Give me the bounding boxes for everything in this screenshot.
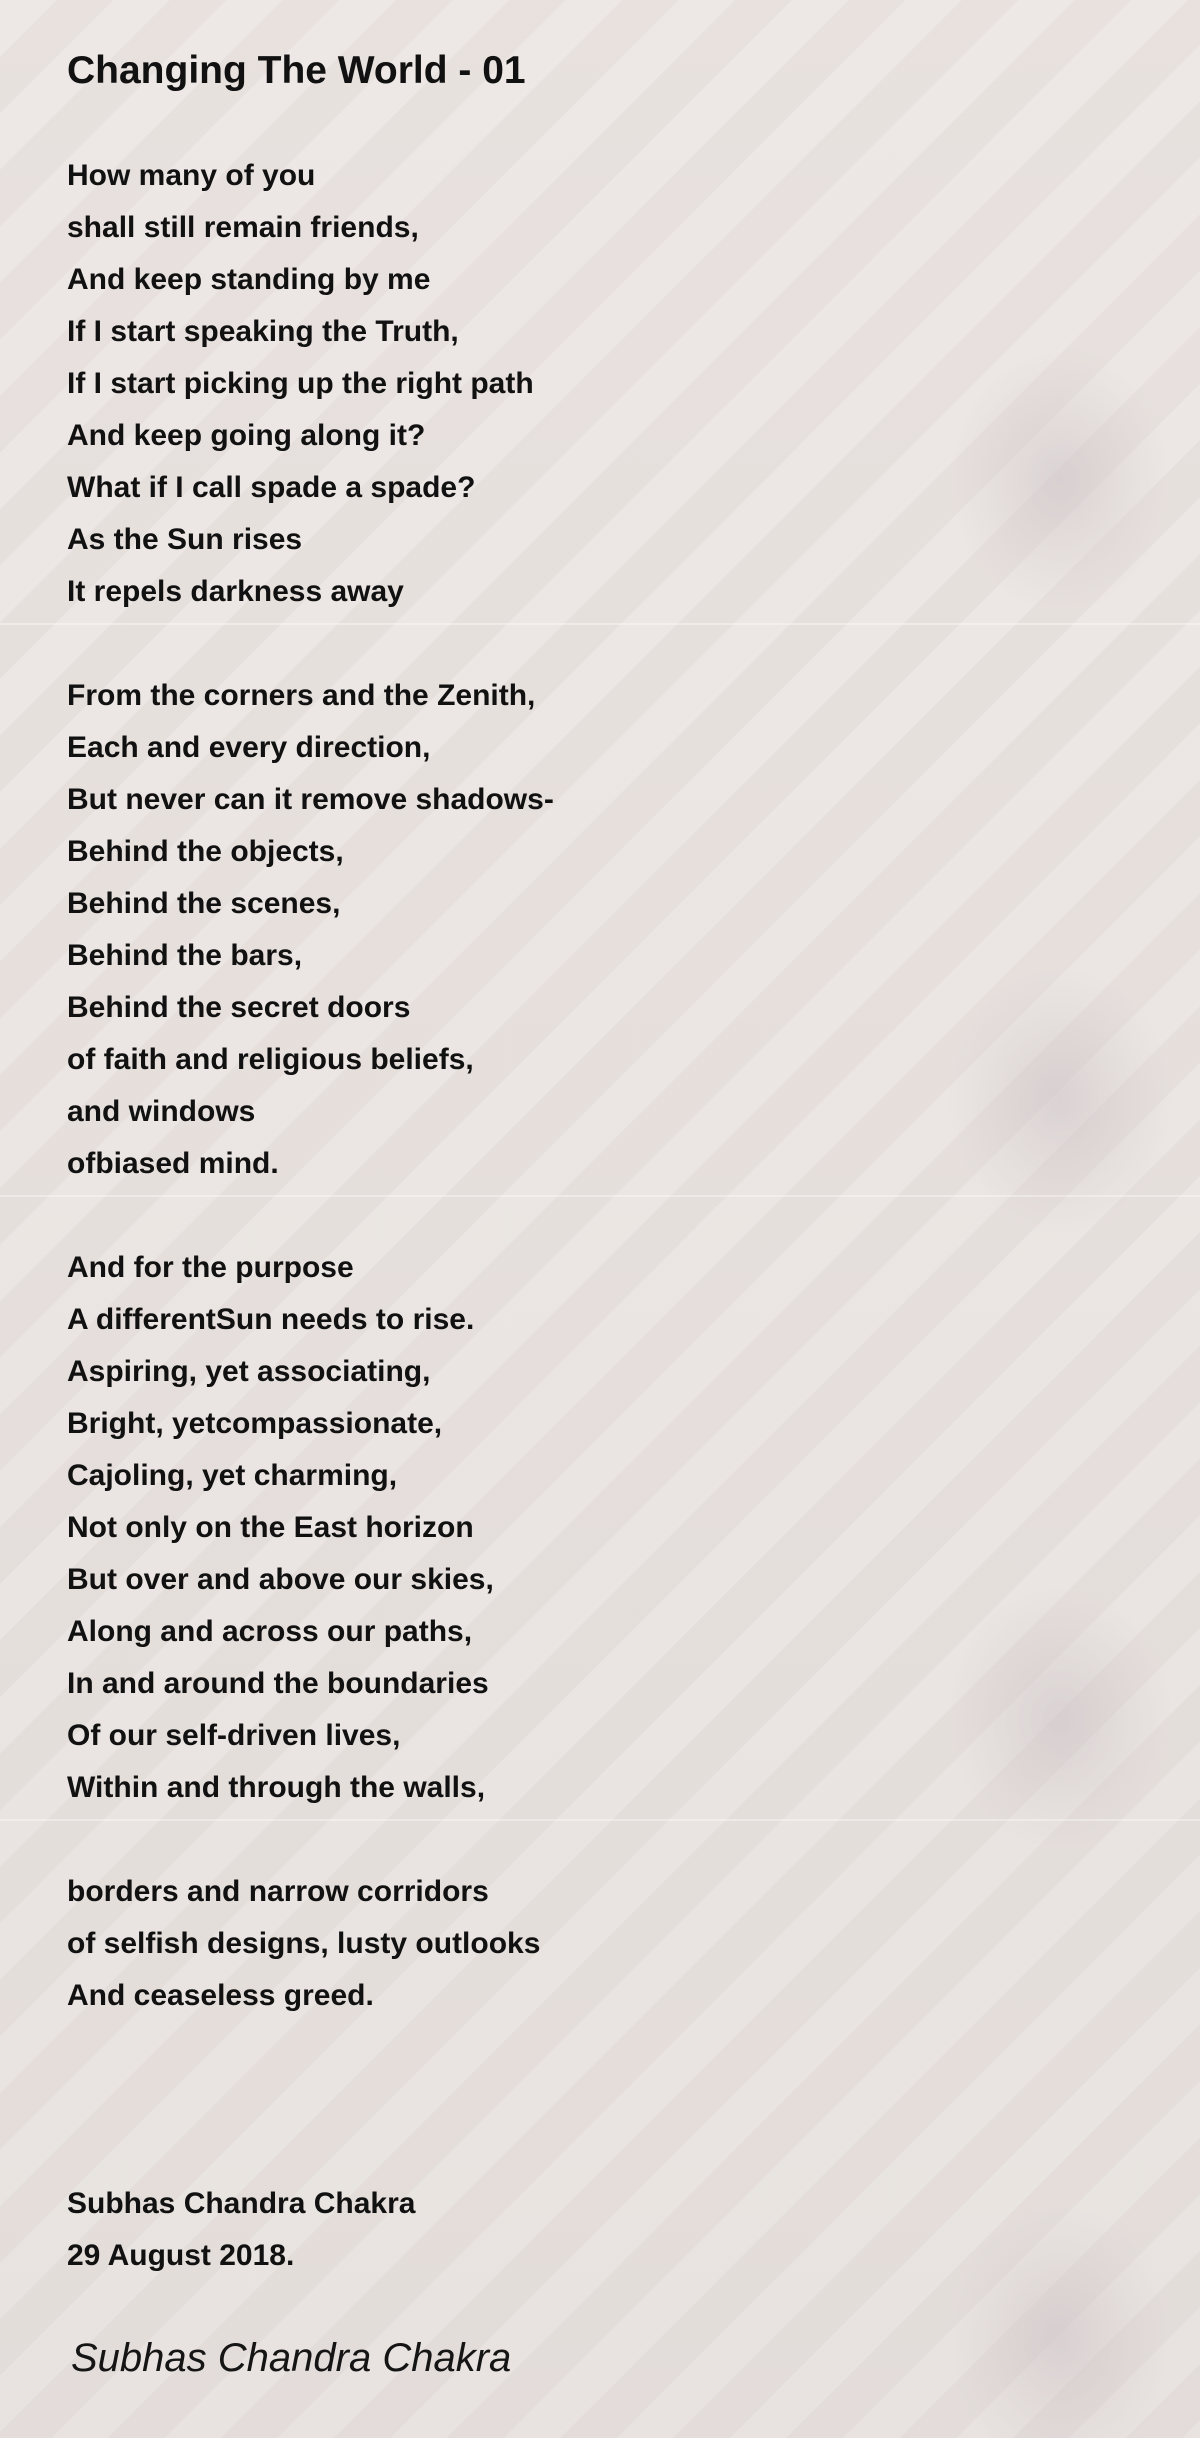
- poem-line: If I start speaking the Truth,: [67, 315, 459, 348]
- poem-body: [67, 150, 554, 2282]
- poem-line: Aspiring, yet associating,: [67, 1355, 431, 1388]
- poem-line: And for the purpose: [67, 1251, 354, 1284]
- poem-line: As the Sun rises: [67, 523, 303, 556]
- poem-line: Bright, yetcompassionate,: [67, 1407, 443, 1440]
- poem-title: Changing The World - 01: [67, 49, 526, 92]
- poem-line: ofbiased mind.: [67, 1147, 279, 1180]
- poem-line: Within and through the walls,: [67, 1771, 486, 1804]
- poem-line: And keep standing by me: [67, 263, 431, 296]
- poem-blank-line: [67, 1814, 554, 1866]
- poem-blank-line: [67, 618, 554, 670]
- poem-line: It repels darkness away: [67, 575, 404, 608]
- poem-date-line: 29 August 2018.: [67, 2239, 295, 2272]
- poem-line: Behind the scenes,: [67, 887, 341, 920]
- poem-blank-line: [67, 2126, 554, 2178]
- poem-line: And keep going along it?: [67, 419, 426, 452]
- poem-line: In and around the boundaries: [67, 1667, 489, 1700]
- poem-line: A differentSun needs to rise.: [67, 1303, 475, 1336]
- poem-line: and windows: [67, 1095, 256, 1128]
- poem-blank-line: [67, 2074, 554, 2126]
- poem-line: How many of you: [67, 159, 316, 192]
- poem-line: But over and above our skies,: [67, 1563, 494, 1596]
- poem-blank-line: [67, 2022, 554, 2074]
- poem-line: Behind the objects,: [67, 835, 344, 868]
- poem-line: But never can it remove shadows-: [67, 783, 554, 816]
- poem-line: Of our self-driven lives,: [67, 1719, 401, 1752]
- poem-blank-line: [67, 1190, 554, 1242]
- poem-line: What if I call spade a spade?: [67, 471, 476, 504]
- poem-line: Cajoling, yet charming,: [67, 1459, 398, 1492]
- poem-line: From the corners and the Zenith,: [67, 679, 536, 712]
- poem-author-line: Subhas Chandra Chakra: [67, 2187, 416, 2220]
- poem-line: Behind the bars,: [67, 939, 303, 972]
- poem-line: Behind the secret doors: [67, 991, 411, 1024]
- poem-line: of selfish designs, lusty outlooks: [67, 1927, 541, 1960]
- poem-line: And ceaseless greed.: [67, 1979, 374, 2012]
- poem-line: Not only on the East horizon: [67, 1511, 474, 1544]
- poem-line: of faith and religious beliefs,: [67, 1043, 474, 1076]
- poem-line: Along and across our paths,: [67, 1615, 473, 1648]
- poem-line: If I start picking up the right path: [67, 367, 534, 400]
- poem-line: Each and every direction,: [67, 731, 431, 764]
- poem-line: borders and narrow corridors: [67, 1875, 489, 1908]
- author-signature: Subhas Chandra Chakra: [71, 2336, 512, 2380]
- poem-line: shall still remain friends,: [67, 211, 419, 244]
